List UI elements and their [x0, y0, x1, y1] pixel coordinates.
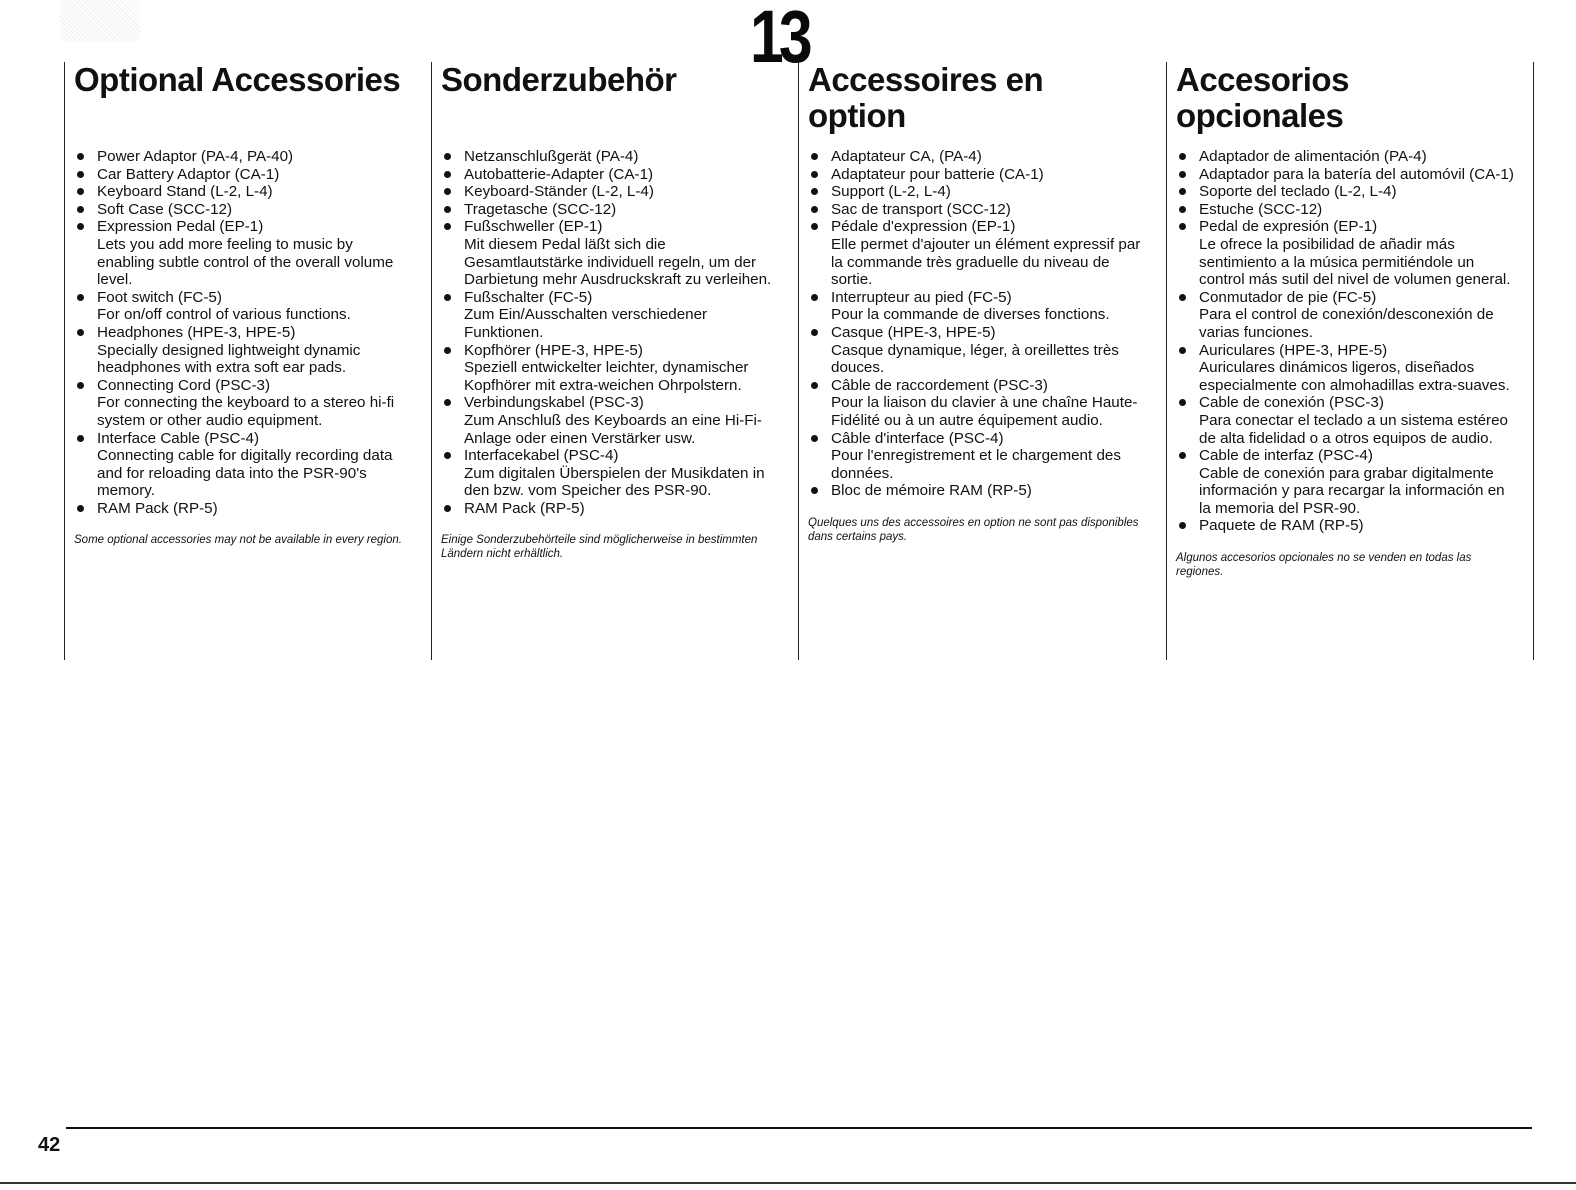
list-item — [1176, 148, 1516, 166]
item-name: Fußschweller (EP-1) — [464, 218, 603, 236]
availability-note: Some optional accessories may not be available in every region. — [74, 534, 402, 547]
list-item — [808, 148, 1148, 166]
list-item — [808, 166, 1148, 184]
bullet-icon — [77, 435, 84, 442]
list-item — [808, 430, 1148, 483]
item-name: Adaptateur pour batterie (CA-1) — [831, 165, 1044, 183]
item-name: Headphones (HPE-3, HPE-5) — [97, 323, 296, 341]
bullet-icon — [1179, 171, 1186, 178]
list-item — [808, 482, 1148, 500]
list-item — [1176, 183, 1516, 201]
item-name: Autobatterie-Adapter (CA-1) — [464, 165, 654, 183]
list-item — [441, 447, 781, 500]
section-heading: Accesorios opcionales — [1176, 61, 1349, 134]
item-description: Pour la commande de diverses fonctions. — [831, 306, 1110, 324]
item-name: Câble d'interface (PSC-4) — [831, 429, 1004, 447]
scan-speckle — [60, 0, 140, 42]
list-item — [74, 166, 414, 184]
column-spanish — [1176, 62, 1516, 591]
column-english — [74, 62, 414, 559]
bullet-icon — [77, 329, 84, 336]
bullet-icon — [811, 153, 818, 160]
list-item — [1176, 517, 1516, 535]
bullet-icon — [811, 223, 818, 230]
item-description: Speziell entwickelter leichter, dynamischer Kopfhörer mit extra-weichen Ohrpolstern. — [464, 359, 749, 394]
list-item — [74, 500, 414, 518]
list-item — [808, 289, 1148, 324]
item-name: Adaptador de alimentación (PA-4) — [1199, 148, 1427, 165]
list-item — [441, 201, 781, 219]
item-description: Lets you add more feeling to music by enabling subtle control of the overall volume level. — [97, 235, 394, 289]
bullet-icon — [811, 329, 818, 336]
list-item — [74, 289, 414, 324]
bullet-icon — [77, 206, 84, 213]
item-name: Foot switch (FC-5) — [97, 288, 222, 306]
item-description: Para conectar el teclado a un sistema estéreo de alta fidelidad o a otros equipos de audio. — [1199, 411, 1508, 447]
item-name: Tragetasche (SCC-12) — [464, 200, 617, 218]
list-item — [808, 324, 1148, 377]
list-item — [1176, 342, 1516, 395]
bullet-icon — [77, 188, 84, 195]
bullet-icon — [444, 347, 451, 354]
bullet-icon — [1179, 294, 1186, 301]
list-item — [1176, 394, 1516, 447]
list-item — [441, 500, 781, 518]
list-item — [441, 183, 781, 201]
item-description: Zum digitalen Überspielen der Musikdaten in den bzw. vom Speicher des PSR-90. — [464, 464, 765, 500]
item-name: Interface Cable (PSC-4) — [97, 429, 260, 447]
item-name: Estuche (SCC-12) — [1199, 200, 1323, 218]
bullet-icon — [77, 171, 84, 178]
list-item — [1176, 166, 1516, 184]
bullet-icon — [77, 505, 84, 512]
column-french — [808, 62, 1148, 555]
item-description: Pour la liaison du clavier à une chaîne Haute-Fidélité ou à un autre équipement audio. — [831, 394, 1138, 429]
list-item — [74, 377, 414, 430]
item-description: Elle permet d'ajouter un élément expressif par la commande très graduelle du niveau de sortie. — [831, 235, 1141, 289]
item-name: Paquete de RAM (RP-5) — [1199, 517, 1364, 535]
accessory-list — [74, 148, 414, 517]
list-item — [441, 394, 781, 447]
bullet-icon — [1179, 153, 1186, 160]
section-heading: Optional Accessories — [74, 61, 401, 98]
list-item — [74, 201, 414, 219]
list-item — [74, 218, 414, 288]
item-description: Zum Ein/Ausschalten verschiedener Funktionen. — [464, 306, 708, 341]
list-item — [1176, 447, 1516, 517]
footer-rule — [66, 1127, 1532, 1129]
column-rule — [431, 62, 432, 660]
bullet-icon — [1179, 522, 1186, 529]
item-description: Zum Anschluß des Keyboards an eine Hi-Fi-Anlage oder einen Verstärker usw. — [464, 411, 762, 447]
item-name: Interfacekabel (PSC-4) — [464, 447, 619, 465]
item-name: Adaptador para la batería del automóvil (CA-1) — [1199, 165, 1514, 183]
bottom-edge-rule — [0, 1182, 1576, 1184]
bullet-icon — [444, 153, 451, 160]
item-name: Cable de interfaz (PSC-4) — [1199, 447, 1373, 465]
item-name: Auriculares (HPE-3, HPE-5) — [1199, 341, 1388, 359]
bullet-icon — [1179, 206, 1186, 213]
item-description: Para el control de conexión/desconexión de varias funciones. — [1199, 306, 1494, 341]
item-name: Casque (HPE-3, HPE-5) — [831, 323, 996, 341]
item-name: Expression Pedal (EP-1) — [97, 218, 264, 236]
list-item — [1176, 201, 1516, 219]
item-name: Power Adaptor (PA-4, PA-40) — [97, 148, 294, 165]
item-description: Casque dynamique, léger, à oreillettes très douces. — [831, 341, 1119, 377]
bullet-icon — [77, 382, 84, 389]
bullet-icon — [811, 206, 818, 213]
item-description: Pour l'enregistrement et le chargement des données. — [831, 447, 1121, 482]
bullet-icon — [444, 223, 451, 230]
availability-note: Einige Sonderzubehörteile sind möglicherweise in bestimmten Ländern nicht erhältlich. — [441, 534, 758, 561]
item-name: Connecting Cord (PSC-3) — [97, 376, 271, 394]
item-name: Keyboard Stand (L-2, L-4) — [97, 183, 273, 201]
bullet-icon — [811, 171, 818, 178]
item-description: Auriculares dinámicos ligeros, diseñados especialmente con almohadillas extra-suaves. — [1199, 359, 1510, 394]
availability-note: Algunos accesorios opcionales no se venden en todas las regiones. — [1176, 552, 1472, 579]
item-name: RAM Pack (RP-5) — [97, 499, 218, 517]
accessory-list — [441, 148, 781, 517]
chapter-number: 13 — [750, 0, 808, 78]
list-item — [808, 377, 1148, 430]
item-name: Pedal de expresión (EP-1) — [1199, 218, 1378, 236]
item-description: Cable de conexión para grabar digitalmente información y para recargar la información en la memoria del PSR-90. — [1199, 464, 1505, 517]
bullet-icon — [444, 206, 451, 213]
list-item — [441, 148, 781, 166]
list-item — [441, 289, 781, 342]
item-name: Pédale d'expression (EP-1) — [831, 218, 1016, 236]
item-name: RAM Pack (RP-5) — [464, 499, 585, 517]
item-name: Interrupteur au pied (FC-5) — [831, 288, 1012, 306]
item-name: Cable de conexión (PSC-3) — [1199, 394, 1384, 412]
bullet-icon — [811, 188, 818, 195]
list-item — [808, 183, 1148, 201]
list-item — [441, 218, 781, 288]
item-description: Le ofrece la posibilidad de añadir más sentimiento a la música permitiéndole un control más sutil del nivel de volumen general. — [1199, 235, 1511, 289]
item-description: For connecting the keyboard to a stereo hi-fi system or other audio equipment. — [97, 394, 395, 429]
list-item — [74, 324, 414, 377]
item-name: Sac de transport (SCC-12) — [831, 200, 1011, 218]
bullet-icon — [77, 294, 84, 301]
bullet-icon — [444, 294, 451, 301]
item-name: Keyboard-Ständer (L-2, L-4) — [464, 183, 654, 201]
item-name: Soporte del teclado (L-2, L-4) — [1199, 183, 1397, 201]
list-item — [74, 148, 414, 166]
list-item — [441, 166, 781, 184]
list-item — [1176, 289, 1516, 342]
bullet-icon — [1179, 188, 1186, 195]
bullet-icon — [77, 153, 84, 160]
column-rule — [1533, 62, 1534, 660]
list-item — [1176, 218, 1516, 288]
item-name: Bloc de mémoire RAM (RP-5) — [831, 482, 1032, 500]
bullet-icon — [1179, 399, 1186, 406]
bullet-icon — [1179, 347, 1186, 354]
bullet-icon — [1179, 223, 1186, 230]
column-rule — [64, 62, 65, 660]
item-name: Fußschalter (FC-5) — [464, 288, 593, 306]
column-german — [441, 62, 781, 573]
bullet-icon — [444, 452, 451, 459]
list-item — [808, 201, 1148, 219]
list-item — [74, 430, 414, 500]
bullet-icon — [444, 399, 451, 406]
accessory-list — [808, 148, 1148, 500]
column-rule — [1166, 62, 1167, 660]
section-heading: Accessoires en option — [808, 61, 1044, 134]
list-item — [441, 342, 781, 395]
item-name: Conmutador de pie (FC-5) — [1199, 288, 1377, 306]
list-item — [74, 183, 414, 201]
bullet-icon — [444, 505, 451, 512]
bullet-icon — [444, 171, 451, 178]
list-item — [808, 218, 1148, 288]
availability-note: Quelques uns des accessoires en option ne sont pas disponibles dans certains pays. — [808, 516, 1139, 543]
bullet-icon — [811, 294, 818, 301]
item-name: Netzanschlußgerät (PA-4) — [464, 148, 639, 165]
item-name: Car Battery Adaptor (CA-1) — [97, 165, 280, 183]
bullet-icon — [77, 223, 84, 230]
bullet-icon — [811, 487, 818, 494]
item-description: Specially designed lightweight dynamic headphones with extra soft ear pads. — [97, 341, 361, 377]
item-name: Adaptateur CA, (PA-4) — [831, 148, 982, 165]
bullet-icon — [811, 435, 818, 442]
bullet-icon — [444, 188, 451, 195]
item-name: Support (L-2, L-4) — [831, 183, 951, 201]
bullet-icon — [1179, 452, 1186, 459]
item-name: Verbindungskabel (PSC-3) — [464, 394, 644, 412]
accessory-list — [1176, 148, 1516, 535]
item-description: Mit diesem Pedal läßt sich die Gesamtlautstärke individuell regeln, um der Darbietung mehr Ausdruckskraft zu verleihen. — [464, 235, 772, 289]
section-heading: Sonderzubehör — [441, 61, 677, 98]
item-name: Câble de raccordement (PSC-3) — [831, 376, 1048, 394]
item-name: Soft Case (SCC-12) — [97, 200, 233, 218]
bullet-icon — [811, 382, 818, 389]
item-description: Connecting cable for digitally recording data and for reloading data into the PSR-90's memory. — [97, 447, 393, 500]
item-name: Kopfhörer (HPE-3, HPE-5) — [464, 341, 643, 359]
page-number: 42 — [38, 1134, 61, 1156]
column-rule — [798, 62, 799, 660]
item-description: For on/off control of various functions. — [97, 306, 351, 324]
